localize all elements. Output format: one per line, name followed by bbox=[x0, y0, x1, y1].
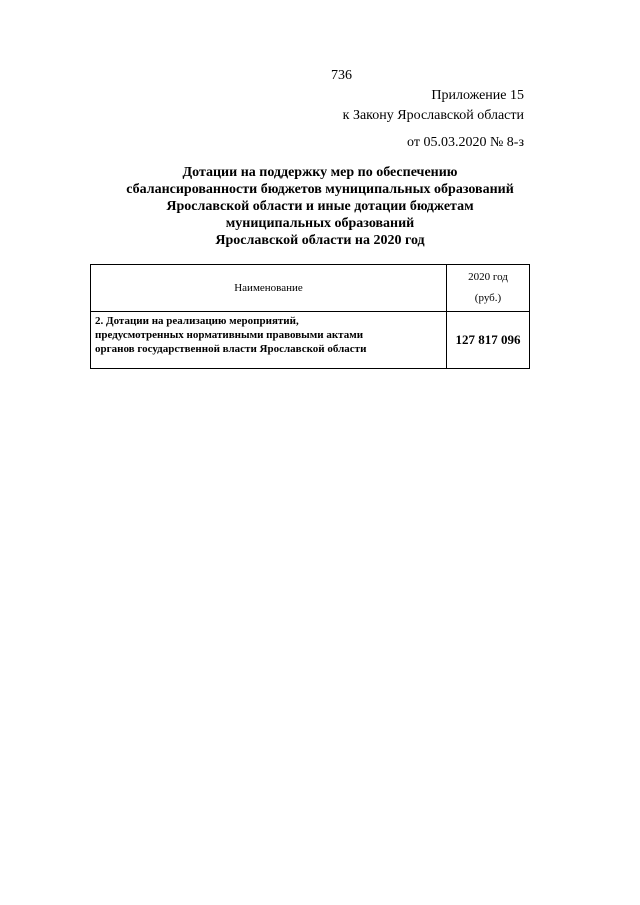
row-name-line: органов государственной власти Ярославской области bbox=[95, 343, 367, 355]
appendix-number: Приложение 15 bbox=[431, 88, 524, 103]
column-header-year-label: 2020 год bbox=[468, 271, 508, 283]
table-header-row bbox=[91, 265, 530, 312]
appendix-law-reference: к Закону Ярославской области bbox=[342, 108, 524, 123]
title-line: Дотации на поддержку мер по обеспечению bbox=[182, 165, 458, 180]
title-line: сбалансированности бюджетов муниципальных образований bbox=[126, 182, 514, 197]
appendix-header bbox=[343, 86, 524, 126]
document-title bbox=[60, 164, 580, 249]
row-name-line: 2. Дотации на реализацию мероприятий, bbox=[95, 315, 299, 327]
title-line: Ярославской области на 2020 год bbox=[215, 233, 425, 248]
row-name-line: предусмотренных нормативными правовыми актами bbox=[95, 329, 364, 341]
column-header-unit: (руб.) bbox=[474, 292, 502, 304]
column-header-name: Наименование bbox=[91, 265, 447, 312]
title-line: Ярославской области и иные дотации бюджетам bbox=[166, 199, 474, 214]
row-name-cell bbox=[91, 312, 447, 369]
column-header-year bbox=[447, 265, 530, 312]
row-value-cell: 127 817 096 bbox=[447, 312, 530, 369]
grants-table bbox=[90, 264, 530, 369]
table-row bbox=[91, 312, 530, 369]
page-number: 736 bbox=[331, 68, 352, 83]
law-date-number: от 05.03.2020 № 8-з bbox=[407, 135, 524, 150]
title-line: муниципальных образований bbox=[225, 216, 415, 231]
